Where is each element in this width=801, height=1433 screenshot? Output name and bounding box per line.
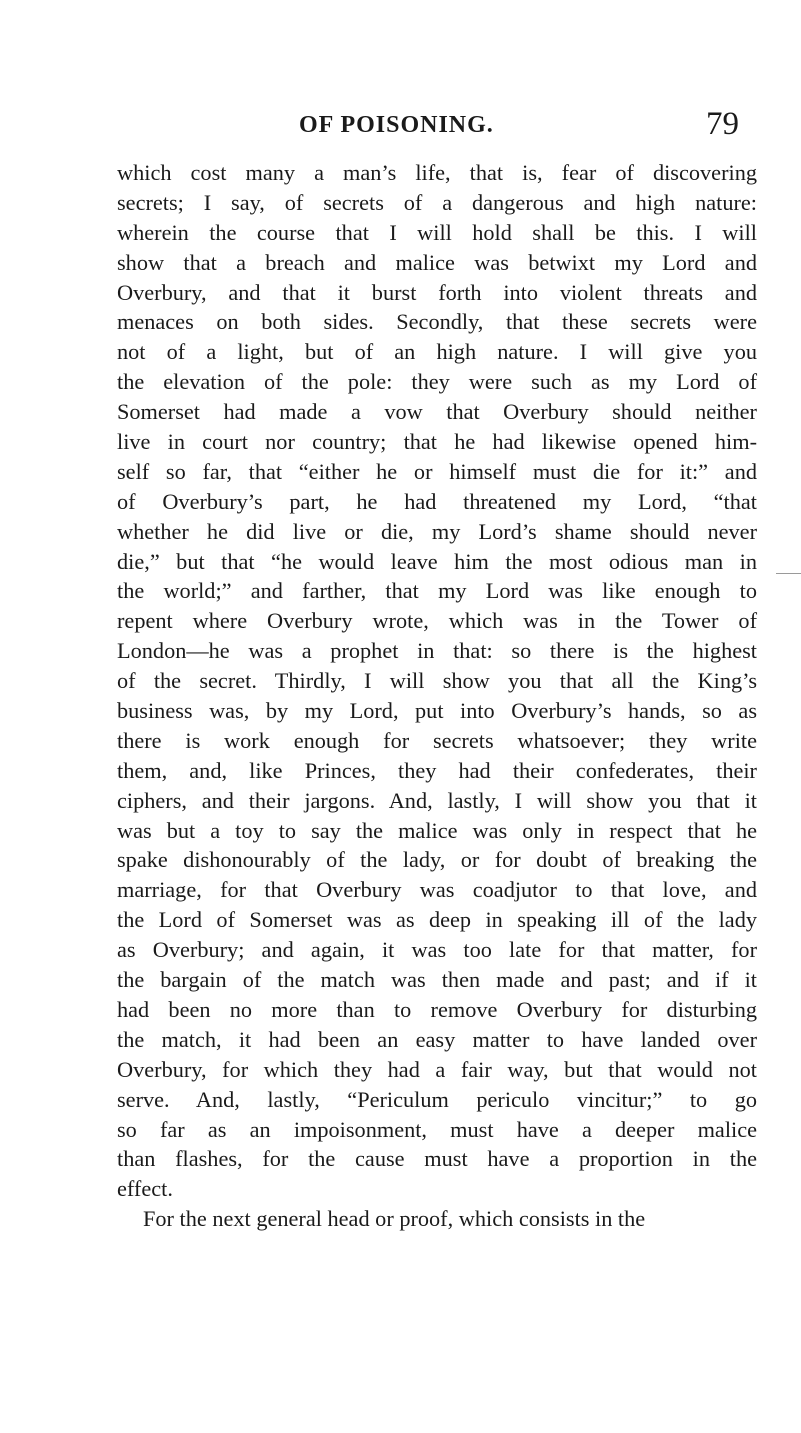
text-line: as Overbury; and again, it was too late for that matter, for [117, 937, 757, 963]
text-line: whether he did live or die, my Lord’s shame should never [117, 518, 757, 544]
text-line: show that a breach and malice was betwixt my Lord and [117, 249, 757, 275]
text-line: London—he was a prophet in that: so there is the highest [117, 638, 757, 664]
text-line: secrets; I say, of secrets of a dangerous and high nature: [117, 189, 757, 215]
text-line: had been no more than to remove Overbury for disturbing [117, 996, 757, 1022]
text-line: so far as an impoisonment, must have a deeper malice [117, 1116, 757, 1142]
text-line: the bargain of the match was then made and past; and if it [117, 967, 757, 993]
text-line-paragraph-start: For the next general head or proof, which consists in the [143, 1206, 646, 1232]
text-line: Overbury, for which they had a fair way, but that would not [117, 1056, 757, 1082]
text-line: Somerset had made a vow that Overbury should neither [117, 399, 757, 425]
text-line: marriage, for that Overbury was coadjutor to that love, and [117, 877, 757, 903]
text-line: the elevation of the pole: they were such as my Lord of [117, 369, 757, 395]
text-line-paragraph-end: effect. [117, 1176, 173, 1202]
text-line: die,” but that “he would leave him the most odious man in [117, 548, 757, 574]
page-number: 79 [706, 106, 739, 142]
text-line: wherein the course that I will hold shall be this. I will [117, 219, 757, 245]
text-line: of the secret. Thirdly, I will show you that all the King’s [117, 668, 757, 694]
text-line: business was, by my Lord, put into Overbury’s hands, so as [117, 698, 757, 724]
text-line: which cost many a man’s life, that is, fear of discovering [117, 160, 757, 185]
text-line: menaces on both sides. Secondly, that these secrets were [117, 309, 757, 335]
text-line: ciphers, and their jargons. And, lastly, I will show you that it [117, 787, 757, 813]
text-line: was but a toy to say the malice was only in respect that he [117, 817, 757, 843]
text-line: the Lord of Somerset was as deep in speaking ill of the lady [117, 907, 757, 933]
text-line: the world;” and farther, that my Lord was like enough to [117, 578, 757, 604]
text-line: Overbury, and that it burst forth into violent threats and [117, 279, 757, 305]
body-text [117, 158, 757, 1234]
text-line: than flashes, for the cause must have a proportion in the [117, 1146, 757, 1172]
text-line: the match, it had been an easy matter to have landed over [117, 1026, 757, 1052]
text-line: live in court nor country; that he had likewise opened him- [117, 429, 757, 455]
running-head [0, 106, 801, 146]
text-line: of Overbury’s part, he had threatened my Lord, “that [117, 488, 757, 514]
text-line: them, and, like Princes, they had their confederates, their [117, 757, 757, 783]
text-line: there is work enough for secrets whatsoever; they write [117, 727, 757, 753]
text-line: spake dishonourably of the lady, or for doubt of breaking the [117, 847, 757, 873]
text-line: serve. And, lastly, “Periculum periculo vincitur;” to go [117, 1086, 757, 1112]
page-edge-mark [776, 573, 801, 574]
text-line: not of a light, but of an high nature. I will give you [117, 339, 757, 365]
running-title: OF POISONING. [299, 112, 494, 138]
text-line: self so far, that “either he or himself must die for it:” and [117, 458, 757, 484]
text-line: repent where Overbury wrote, which was in the Tower of [117, 608, 757, 634]
